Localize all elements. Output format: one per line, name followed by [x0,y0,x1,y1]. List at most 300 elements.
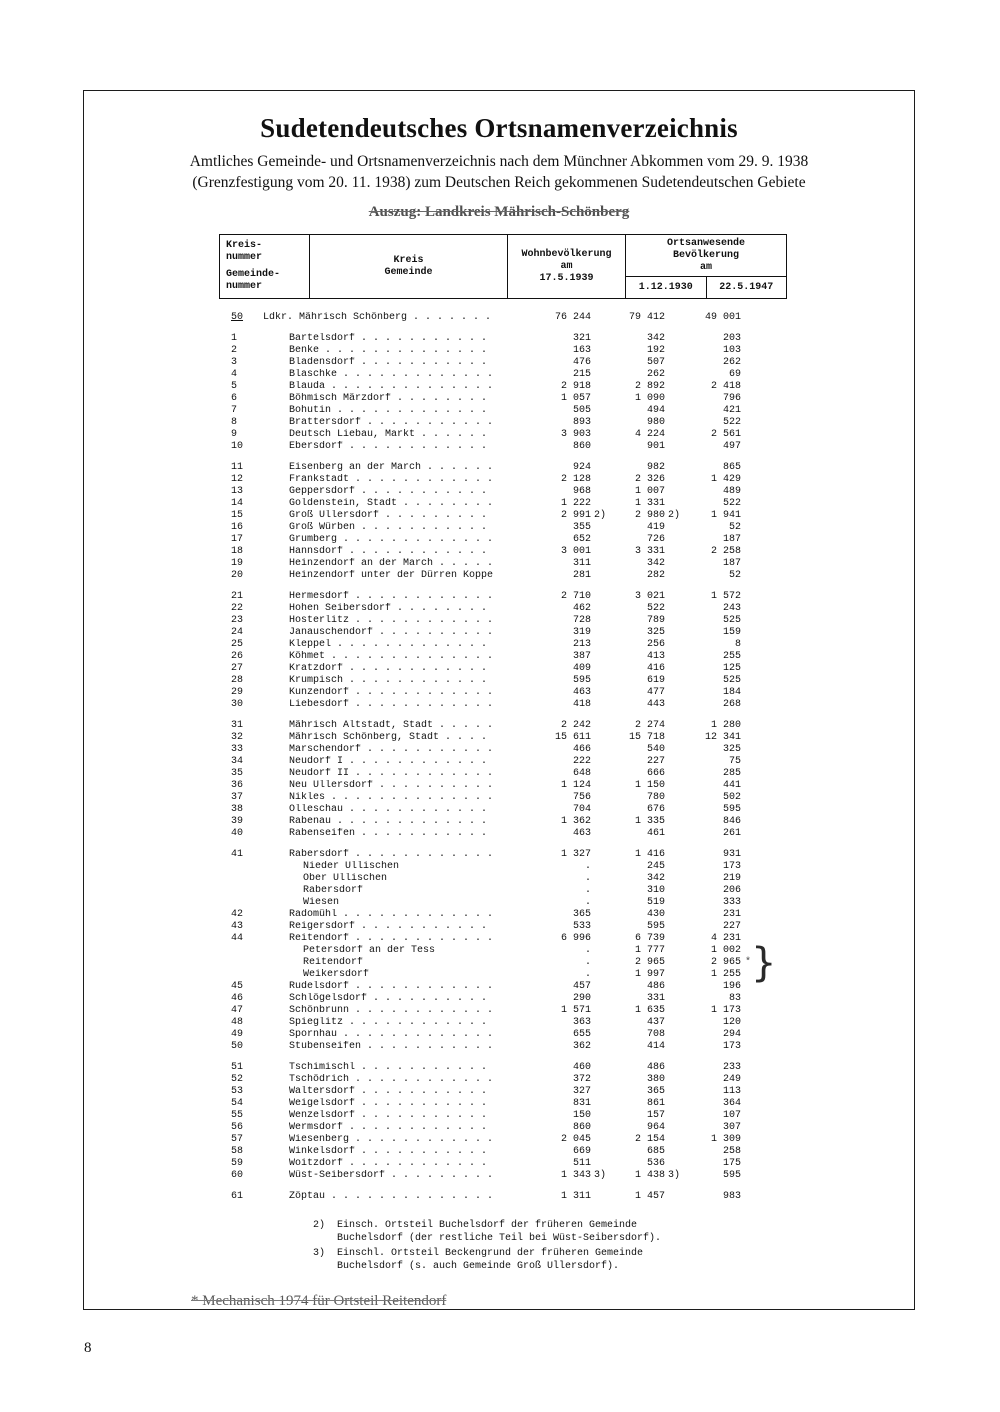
footnote-ref-1930 [665,1098,681,1110]
row-number: 61 [231,1191,244,1202]
value-1947: 931 [722,849,741,860]
value-1939: 652 [572,534,591,545]
footnote-ref-1939 [591,861,607,873]
value-1930: 1 997 [634,969,665,980]
table-row [219,1146,914,1158]
row-note [741,969,765,981]
value-1947: 258 [722,1146,741,1157]
row-note [741,369,765,381]
value-1939: 893 [572,417,591,428]
value-1939: 362 [572,1041,591,1052]
value-1939: . [584,885,591,896]
footnote-ref-1939 [591,720,607,732]
value-1939: 466 [572,744,591,755]
extract-note: Auszug: Landkreis Mährisch-Schönberg [368,204,630,220]
footnote-ref-1930 [665,312,681,324]
row-number: 50 [231,312,244,323]
value-1947: 262 [722,357,741,368]
value-1930: 1 635 [634,1005,665,1016]
row-number: 40 [231,828,244,839]
table-row [219,627,914,639]
row-number: 41 [231,849,244,860]
value-1939: 924 [572,462,591,473]
table-row [219,849,914,861]
footnote-ref-1930 [665,474,681,486]
footnote-ref-1930 [665,981,681,993]
footnote-ref-1939 [591,909,607,921]
table-row [219,1110,914,1122]
footnote-ref-1939 [591,558,607,570]
row-note [741,534,765,546]
footnote-ref-1930 [665,885,681,897]
value-1947: 231 [722,909,741,920]
row-number: 1 [231,333,238,344]
table-row [219,1005,914,1017]
value-1939: . [584,945,591,956]
value-1939: 150 [572,1110,591,1121]
value-1939: 319 [572,627,591,638]
value-1930: 4 224 [634,429,665,440]
footnote-ref-1939: 3) [594,1170,607,1181]
row-number: 9 [231,429,238,440]
row-name: Hohen Seibersdorf . . . . . . . . [289,603,488,614]
footnote-ref-1930 [665,849,681,861]
row-group [219,1062,914,1182]
footnote-ref-1939 [591,498,607,510]
subtitle-line-2: (Grenzfestigung vom 20. 11. 1938) zum Deutschen Reich gekommenen Sudetendeutschen Gebiete [192,174,806,191]
value-1930: 1 331 [634,498,665,509]
table-row [219,720,914,732]
table-row [219,369,914,381]
footnote-ref-1939 [591,945,607,957]
table-row [219,873,914,885]
value-1947: 52 [728,522,741,533]
footnote-ref-1939 [591,921,607,933]
value-1947: 2 965 [710,957,741,968]
header-line: Kreis [393,254,424,266]
row-note [741,1110,765,1122]
row-note [741,345,765,357]
row-number: 2 [231,345,238,356]
row-number: 18 [231,546,244,557]
value-1939: 457 [572,981,591,992]
footnote-ref-1930 [665,651,681,663]
footnote-ref-1939 [591,603,607,615]
row-number: 53 [231,1086,244,1097]
table-row [219,1029,914,1041]
value-1939: 372 [572,1074,591,1085]
header-ortsanwesende [626,235,786,298]
row-name: Radomühl . . . . . . . . . . . . . [289,909,494,920]
table-row [219,768,914,780]
value-1930: 536 [646,1158,665,1169]
value-1939: 163 [572,345,591,356]
row-number: 57 [231,1134,244,1145]
value-1939: 1 362 [560,816,591,827]
row-name: Böhmisch Märzdorf . . . . . . . . [289,393,488,404]
row-name: Groß Ullersdorf . . . . . . . . . [289,510,488,521]
row-name: Kleppel . . . . . . . . . . . . . [289,639,488,650]
value-1947: 233 [722,1062,741,1073]
footnote-ref-1930 [665,792,681,804]
row-number [219,861,263,873]
footnote-ref-1939 [591,486,607,498]
table-row [219,909,914,921]
value-1939: 463 [572,828,591,839]
table-row [219,792,914,804]
footnote-ref-1939 [591,534,607,546]
row-number: 8 [231,417,238,428]
footnote-ref-1939 [591,1158,607,1170]
row-number [219,897,263,909]
row-number: 43 [231,921,244,932]
value-1930: 227 [646,756,665,767]
row-note [741,1191,765,1203]
footnote-ref-1930 [665,369,681,381]
footnote-ref-1939 [591,1110,607,1122]
footnote-ref-1930 [665,558,681,570]
row-note [741,591,765,603]
row-number: 6 [231,393,238,404]
value-1939: . [584,969,591,980]
footnotes [313,1219,914,1273]
table-row [219,945,914,957]
value-1939: 968 [572,486,591,497]
value-1947: 522 [722,498,741,509]
row-name: Bladensdorf . . . . . . . . . . . [289,357,488,368]
value-1947: 333 [722,897,741,908]
value-1947: 173 [722,861,741,872]
table-row [219,462,914,474]
row-number: 42 [231,909,244,920]
header-line: am [699,262,712,273]
row-name: Weigelsdorf . . . . . . . . . . . [289,1098,488,1109]
row-name: Neudorf I . . . . . . . . . . . . [289,756,488,767]
footnote-ref-1939 [591,639,607,651]
value-1947: 796 [722,393,741,404]
row-note [741,570,765,582]
row-group [219,312,914,324]
value-1939: 418 [572,699,591,710]
row-note [741,522,765,534]
footnote-line: Einschl. Ortsteil Beckengrund der früheren Gemeinde [337,1248,644,1259]
document-subtitle [84,151,914,193]
value-1939: 511 [572,1158,591,1169]
footnote-ref-1930 [665,909,681,921]
row-note [741,1134,765,1146]
value-1947: 983 [722,1191,741,1202]
table-row [219,1041,914,1053]
row-group [219,591,914,711]
value-1939: 728 [572,615,591,626]
footnote-ref-1939 [591,1062,607,1074]
row-group [219,462,914,582]
value-1947: 203 [722,333,741,344]
row-group [219,720,914,840]
row-name: Woitzdorf . . . . . . . . . . . . [289,1158,488,1169]
footnote-ref-1930 [665,393,681,405]
table-row [219,570,914,582]
footnote-ref-1939 [591,333,607,345]
footnote-ref-1939 [591,1074,607,1086]
value-1939: 860 [572,1122,591,1133]
footnote-ref-1930 [665,945,681,957]
table-row [219,1134,914,1146]
row-number: 44 [231,933,244,944]
value-1930: 430 [646,909,665,920]
row-note [741,405,765,417]
table-row [219,744,914,756]
value-1930: 1 150 [634,780,665,791]
value-1947: 103 [722,345,741,356]
footnote-ref-1939 [591,441,607,453]
footnote-ref-1930 [665,591,681,603]
footnote-ref-1930 [665,441,681,453]
row-name: Rabersdorf [303,885,364,896]
row-name: Ldkr. Mährisch Schönberg . . . . . . . [263,312,492,323]
row-name: Olleschau . . . . . . . . . . . . [289,804,488,815]
row-name: Hosterlitz . . . . . . . . . . . . [289,615,494,626]
row-number: 22 [231,603,244,614]
value-1939: 460 [572,1062,591,1073]
table-row [219,828,914,840]
table-row [219,981,914,993]
footnote-ref-1939 [591,591,607,603]
header-date-row [626,277,786,298]
row-group [219,1191,914,1203]
value-1947: 1 255 [710,969,741,980]
row-number: 3 [231,357,238,368]
header-wohnbevoelkerung [508,235,626,298]
row-name: Waltersdorf . . . . . . . . . . . [289,1086,488,1097]
value-1947: 364 [722,1098,741,1109]
footnote-ref-1930 [665,639,681,651]
value-1939: 462 [572,603,591,614]
value-1930: 708 [646,1029,665,1040]
value-1930: 325 [646,627,665,638]
footnote-ref-1939 [591,1122,607,1134]
footnote-ref-1939 [591,627,607,639]
value-1930: 2 274 [634,720,665,731]
row-name: Brattersdorf . . . . . . . . . . . [289,417,494,428]
row-note [741,1074,765,1086]
row-note [741,792,765,804]
row-note [741,861,765,873]
footnote-ref-1930: 3) [668,1170,681,1181]
row-name: Blaschke . . . . . . . . . . . . . [289,369,494,380]
value-1947: 1 572 [710,591,741,602]
value-1947: 184 [722,687,741,698]
footnote-ref-1930 [665,756,681,768]
value-1947: 1 941 [710,510,741,521]
footnote-ref-1939 [591,546,607,558]
value-1939: 756 [572,792,591,803]
footnote-ref-1930 [665,687,681,699]
value-1947: 69 [728,369,741,380]
table-row [219,393,914,405]
row-number: 32 [231,732,244,743]
value-1930: 486 [646,981,665,992]
value-1930: 6 739 [634,933,665,944]
row-note [741,462,765,474]
row-group [219,333,914,453]
row-note [741,1041,765,1053]
value-1947: 8 [734,639,741,650]
table-row [219,441,914,453]
row-name: Nieder Ullischen [303,861,400,872]
header-line: Wohnbevölkerung [521,248,612,260]
value-1939: 1 571 [560,1005,591,1016]
row-name: Reigersdorf . . . . . . . . . . . [289,921,488,932]
value-1930: 342 [646,558,665,569]
value-1947: 441 [722,780,741,791]
table-row [219,522,914,534]
row-note [741,333,765,345]
header-kreis-gemeinde [310,235,508,298]
row-note [741,1170,765,1182]
row-note [741,615,765,627]
table-row [219,1017,914,1029]
footnote-ref-1939 [591,345,607,357]
row-number: 59 [231,1158,244,1169]
value-1930: 414 [646,1041,665,1052]
row-note [741,651,765,663]
value-1939: 595 [572,675,591,686]
row-note [741,663,765,675]
table-row [219,357,914,369]
footnote-ref-1930 [665,699,681,711]
footnote-ref-1939 [591,312,607,324]
value-1939: 1 124 [560,780,591,791]
value-1939: 3 903 [560,429,591,440]
value-1939: 2 991 [560,510,591,521]
table-row [219,687,914,699]
row-name: Wermsdorf . . . . . . . . . . . . [289,1122,488,1133]
row-number: 10 [231,441,244,452]
table-row [219,603,914,615]
header-kreis-gemeinde-nummer [220,235,310,298]
row-note [741,1158,765,1170]
value-1947: 249 [722,1074,741,1085]
row-number [219,873,263,885]
value-1947: 159 [722,627,741,638]
footnote-ref-1939 [591,615,607,627]
row-number: 39 [231,816,244,827]
footnote-ref-1930 [665,486,681,498]
table-row [219,510,914,522]
row-note [741,1005,765,1017]
footnote-ref-1930 [665,897,681,909]
footnote-ref-1930 [665,498,681,510]
value-1947: 489 [722,486,741,497]
value-1930: 519 [646,897,665,908]
row-name: Stubenseifen . . . . . . . . . . . [289,1041,494,1052]
row-name: Ebersdorf . . . . . . . . . . . . [289,441,488,452]
footnote-ref-1939 [591,780,607,792]
table-row [219,558,914,570]
row-name: Kratzdorf . . . . . . . . . . . . [289,663,488,674]
value-1947: 2 258 [710,546,741,557]
footnote-ref-1930 [665,345,681,357]
footnote-ref-1939 [591,699,607,711]
header-line: Gemeinde- [226,269,281,280]
value-1930: 1 007 [634,486,665,497]
row-name: Neu Ullersdorf . . . . . . . . . . [289,780,494,791]
value-1930: 461 [646,828,665,839]
row-note [741,849,765,861]
footnote-ref-1930 [665,417,681,429]
value-1947: 107 [722,1110,741,1121]
row-number [219,945,263,957]
table-row [219,534,914,546]
row-name: Wiesen [303,897,340,908]
value-1930: 2 154 [634,1134,665,1145]
footnote-ref-1939 [591,969,607,981]
table-row [219,993,914,1005]
row-number: 52 [231,1074,244,1085]
row-name: Deutsch Liebau, Markt . . . . . . [289,429,488,440]
footnote-ref-1939 [591,369,607,381]
row-number: 47 [231,1005,244,1016]
footnote [313,1247,914,1273]
value-1947: 187 [722,558,741,569]
value-1930: 780 [646,792,665,803]
row-number: 33 [231,744,244,755]
value-1930: 282 [646,570,665,581]
value-1930: 413 [646,651,665,662]
footnote-ref-1930 [665,732,681,744]
footnote-ref-1939 [591,744,607,756]
row-note [741,768,765,780]
value-1939: 2 045 [560,1134,591,1145]
value-1930: 982 [646,462,665,473]
table-row [219,780,914,792]
footnote-marker: 3) [313,1248,326,1259]
row-name: Groß Würben . . . . . . . . . . . [289,522,488,533]
row-number: 15 [231,510,244,521]
value-1939: . [584,873,591,884]
table-row [219,1122,914,1134]
value-1947: 227 [722,921,741,932]
row-name: Frankstadt . . . . . . . . . . . . [289,474,494,485]
footnote-ref-1939 [591,522,607,534]
table-row [219,1074,914,1086]
value-1930: 3 331 [634,546,665,557]
value-1939: 281 [572,570,591,581]
value-1947: 175 [722,1158,741,1169]
value-1939: . [584,861,591,872]
row-number: 26 [231,651,244,662]
row-number: 48 [231,1017,244,1028]
footnote-ref-1939 [591,687,607,699]
row-note [741,639,765,651]
footnote-ref-1930 [665,1041,681,1053]
row-note [741,1098,765,1110]
row-note [741,921,765,933]
row-name: Bartelsdorf . . . . . . . . . . . [289,333,488,344]
table-row [219,732,914,744]
row-note [741,804,765,816]
value-1939: 648 [572,768,591,779]
row-number: 46 [231,993,244,1004]
value-1947: 522 [722,417,741,428]
value-1930: 262 [646,369,665,380]
footnote-ref-1930 [665,1005,681,1017]
row-number: 4 [231,369,238,380]
row-number: 34 [231,756,244,767]
value-1930: 419 [646,522,665,533]
row-note [741,357,765,369]
